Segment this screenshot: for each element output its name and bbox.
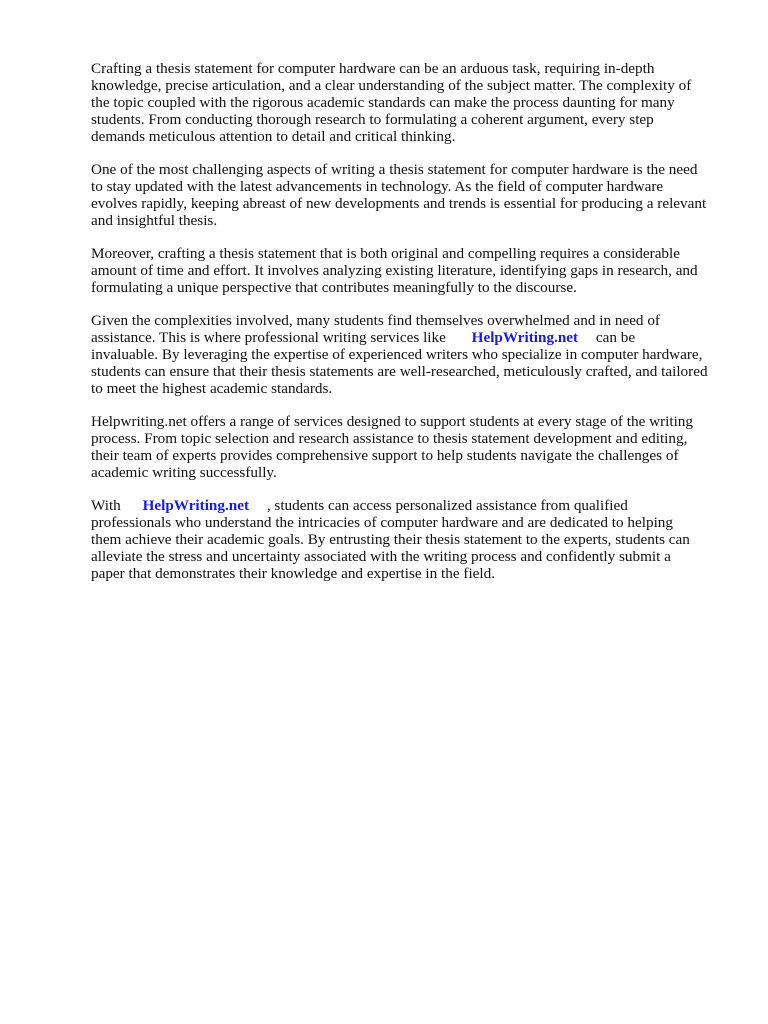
- paragraph-assistance-text-after: can be invaluable. By leveraging the expertise of experienced writers who specialize in computer hardware, students can ensure that their thesis statements are well-researched, meticulously crafted, and tailored to meet the highest academic standards.: [91, 329, 708, 397]
- paragraph-conclusion-text-before: With: [91, 497, 125, 514]
- paragraph-assistance: [91, 312, 731, 397]
- paragraph-conclusion: [91, 497, 731, 582]
- paragraph-challenges: One of the most challenging aspects of writing a thesis statement for computer hardware is the need to stay updated with the latest advancements in technology. As the field of computer hardware evolves rapidly, keeping abreast of new developments and trends is essential for producing a relevant and insightful thesis.: [91, 161, 707, 229]
- helpwriting-link[interactable]: HelpWriting.net: [471, 329, 579, 346]
- paragraph-intro: Crafting a thesis statement for computer hardware can be an arduous task, requiring in-depth knowledge, precise articulation, and a clear understanding of the subject matter. The complexity of the topic coupled with the rigorous academic standards can make the process daunting for many students. From conducting thorough research to formulating a coherent argument, every step demands meticulous attention to detail and critical thinking.: [91, 60, 692, 145]
- paragraph-originality: Moreover, crafting a thesis statement that is both original and compelling requires a considerable amount of time and effort. It involves analyzing existing literature, identifying gaps in research, and formulating a unique perspective that contributes meaningfully to the discourse.: [91, 245, 698, 296]
- paragraph-conclusion-text-after: , students can access personalized assistance from qualified professionals who understand the intricacies of computer hardware and are dedicated to helping them achieve their academic goals. By entrusting their thesis statement to the experts, students can alleviate the stress and uncertainty associated with the writing process and confidently submit a paper that demonstrates their knowledge and expertise in the field.: [91, 497, 690, 582]
- paragraph-assistance-text-before: Given the complexities involved, many students find themselves overwhelmed and in need of assistance. This is where professional writing services like: [91, 312, 660, 346]
- document-body: [91, 60, 731, 598]
- paragraph-services: Helpwriting.net offers a range of services designed to support students at every stage of the writing process. From topic selection and research assistance to thesis statement development and editing, their team of experts provides comprehensive support to help students navigate the challenges of academic writing successfully.: [91, 413, 693, 481]
- helpwriting-link-2[interactable]: HelpWriting.net: [142, 497, 250, 514]
